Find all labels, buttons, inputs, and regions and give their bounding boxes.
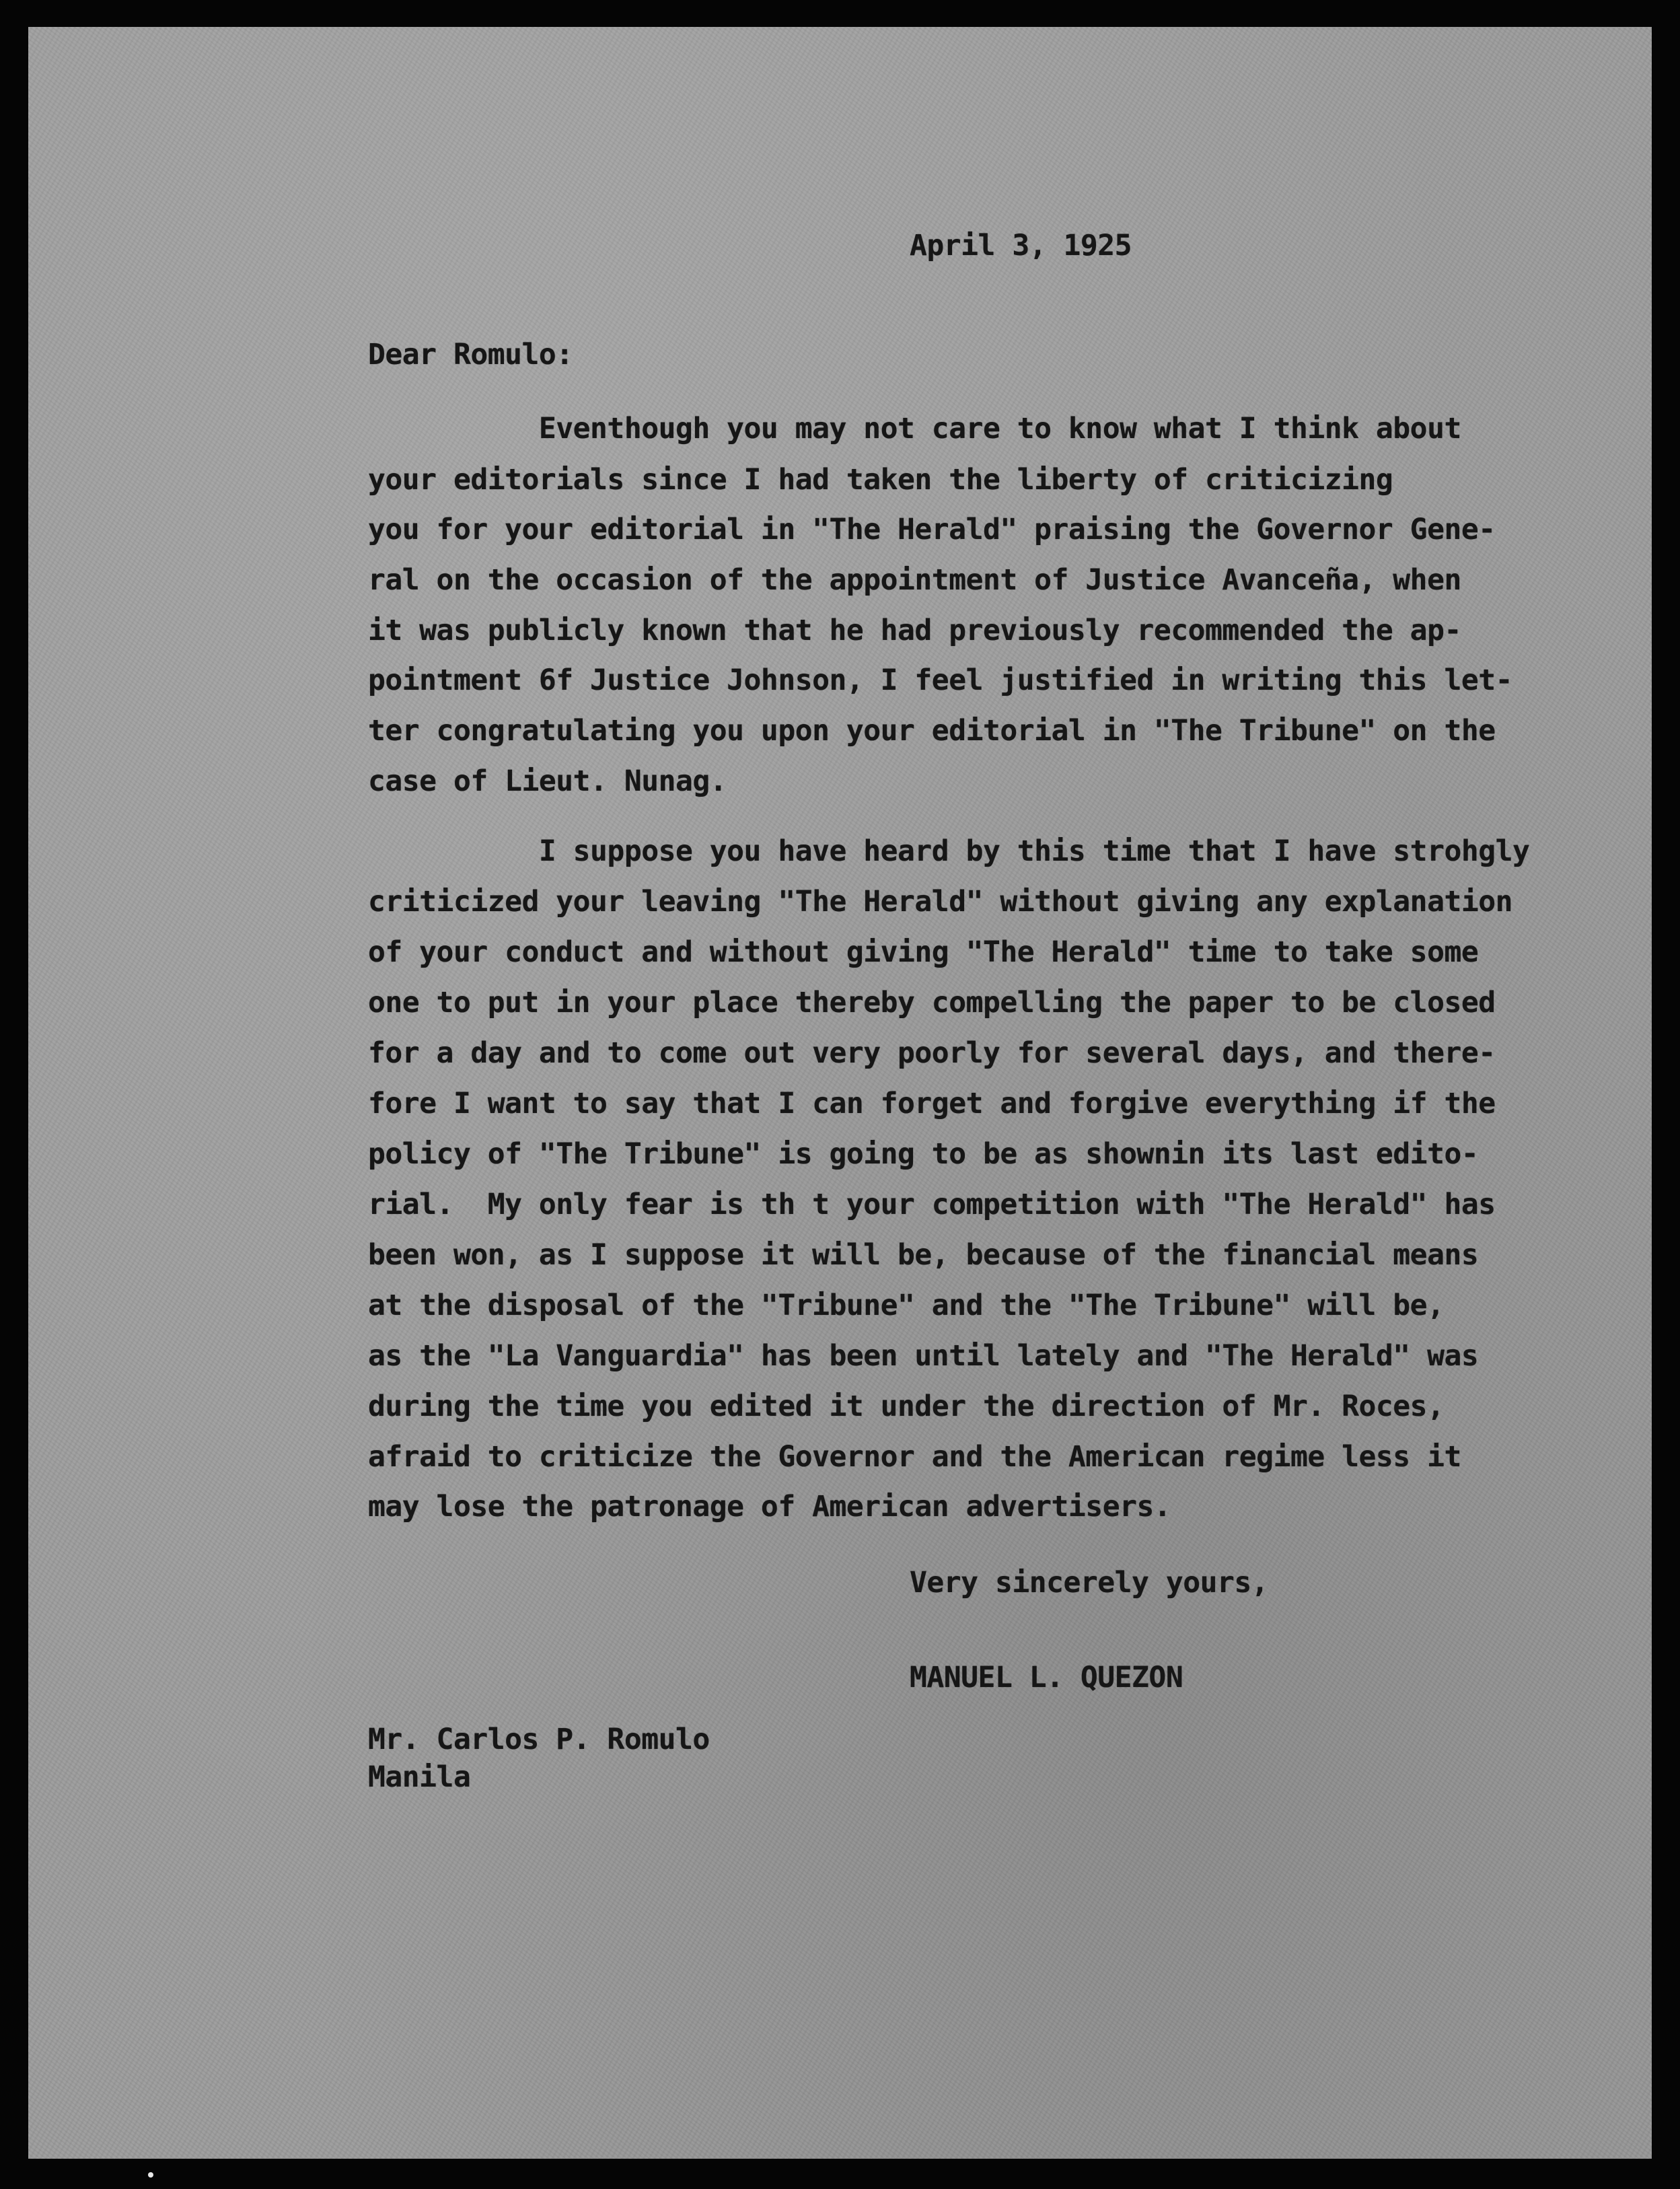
recipient-city: Manila xyxy=(368,1760,471,1794)
paragraph-1-line: Eventhough you may not care to know what I think about xyxy=(368,412,1461,445)
paragraph-1-line: it was publicly known that he had previously recommended the ap- xyxy=(368,614,1461,647)
paragraph-2-line: policy of "The Tribune" is going to be as shownin its last edito- xyxy=(368,1137,1479,1171)
scan-artifact-dot xyxy=(148,2172,153,2178)
letter-date: April 3, 1925 xyxy=(910,229,1132,262)
paragraph-1-line: pointment 6f Justice Johnson, I feel justified in writing this let- xyxy=(368,663,1513,697)
paragraph-2-line: one to put in your place thereby compelling the paper to be closed xyxy=(368,986,1496,1019)
paragraph-2-line: may lose the patronage of American advertisers. xyxy=(368,1490,1171,1523)
salutation: Dear Romulo: xyxy=(368,338,573,371)
letter-sheet xyxy=(28,27,1652,2159)
paragraph-1-line: ral on the occasion of the appointment of Justice Avanceña, when xyxy=(368,563,1461,597)
paragraph-1-line: your editorials since I had taken the liberty of criticizing xyxy=(368,463,1393,497)
paragraph-1-line: you for your editorial in "The Herald" praising the Governor Gene- xyxy=(368,513,1496,546)
paragraph-2-line: criticized your leaving "The Herald" without giving any explanation xyxy=(368,885,1513,919)
paragraph-2-line: afraid to criticize the Governor and the American regime less it xyxy=(368,1440,1461,1474)
paragraph-2-line: of your conduct and without giving "The Herald" time to take some xyxy=(368,935,1479,969)
paragraph-2-line: as the "La Vanguardia" has been until lately and "The Herald" was xyxy=(368,1339,1479,1373)
paragraph-1-line: case of Lieut. Nunag. xyxy=(368,764,727,798)
paragraph-2-line: at the disposal of the "Tribune" and the "The Tribune" will be, xyxy=(368,1289,1445,1322)
paragraph-2-line: I suppose you have heard by this time that I have strohgly xyxy=(368,834,1530,868)
recipient-name: Mr. Carlos P. Romulo xyxy=(368,1723,710,1756)
complimentary-close: Very sincerely yours, xyxy=(910,1566,1269,1600)
paragraph-2-line: fore I want to say that I can forget and forgive everything if the xyxy=(368,1087,1496,1120)
paragraph-2-line: rial. My only fear is th t your competition with "The Herald" has xyxy=(368,1188,1496,1221)
paragraph-2-line: for a day and to come out very poorly for several days, and there- xyxy=(368,1036,1496,1070)
paragraph-2-line: been won, as I suppose it will be, because of the financial means xyxy=(368,1238,1479,1272)
paragraph-1-line: ter congratulating you upon your editorial in "The Tribune" on the xyxy=(368,714,1496,748)
signature-name: MANUEL L. QUEZON xyxy=(910,1661,1183,1694)
paragraph-2-line: during the time you edited it under the direction of Mr. Roces, xyxy=(368,1390,1445,1423)
